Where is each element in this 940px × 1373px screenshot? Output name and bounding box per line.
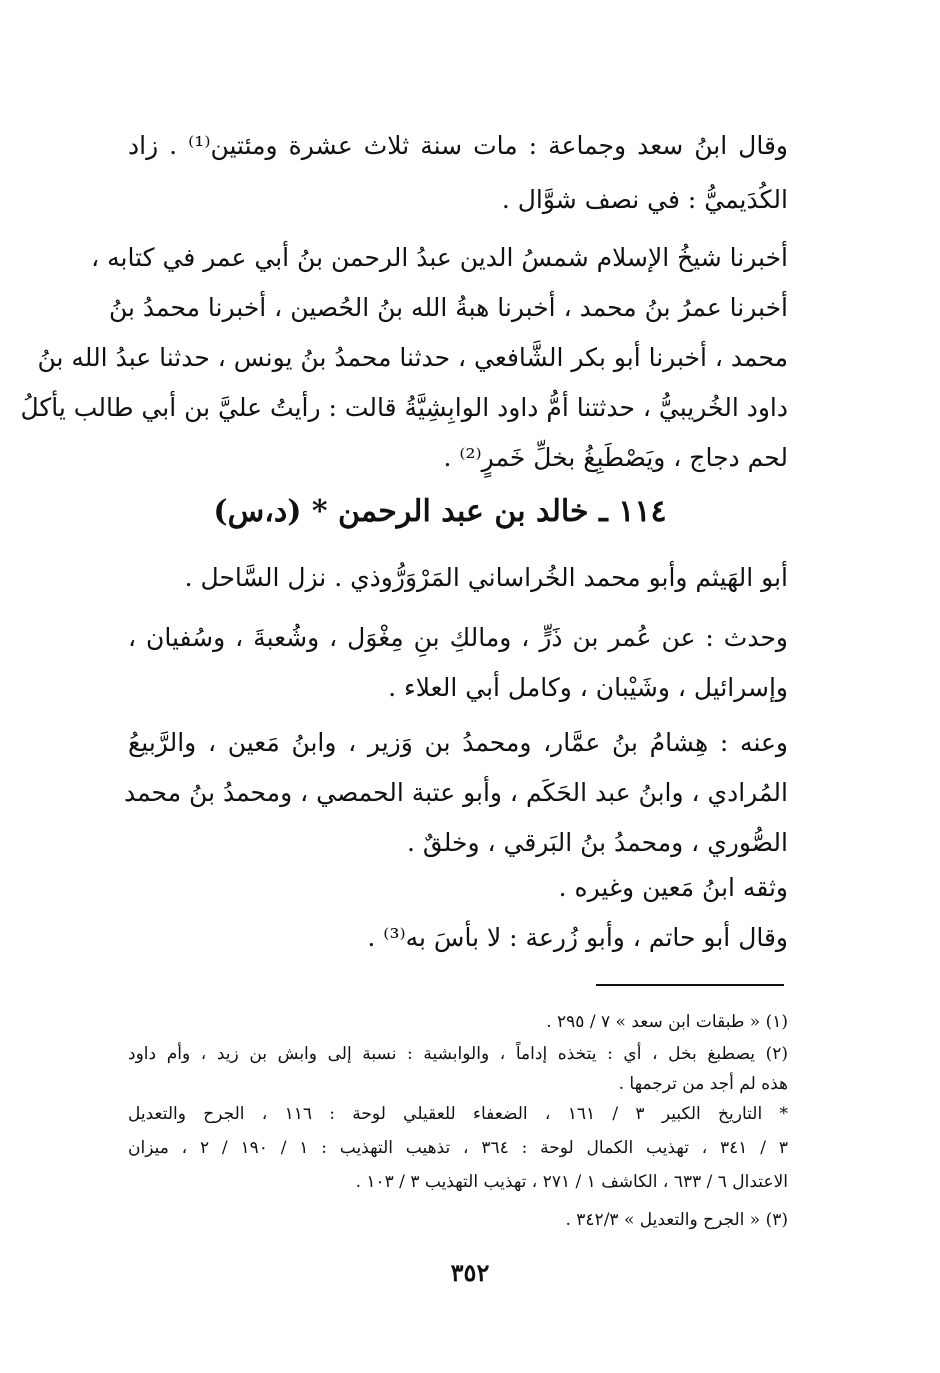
tawthiq-line: وثقه ابنُ مَعين وغيره . bbox=[558, 873, 788, 902]
footnote-star-line-2: ٣ / ٣٤١ ، تهذيب الكمال لوحة : ٣٦٤ ، تذهيب التهذيب : ١ / ١٩٠ / ٢ ، ميزان bbox=[128, 1138, 788, 1158]
paragraph-ibn-saad-line-1: وقال ابنُ سعد وجماعة : مات سنة ثلاث عشرة ومئتين⁽¹⁾ . زاد bbox=[128, 131, 788, 160]
footnote-2-line-2: هذه لم أجد من ترجمها . bbox=[618, 1074, 788, 1094]
isnad-line-5: لحم دجاج ، ويَصْطَبِغُ بخلِّ خَمرٍ⁽²⁾ . bbox=[443, 443, 788, 472]
footnote-3: (٣) « الجرح والتعديل » ٣٤٢/٣ . bbox=[565, 1210, 788, 1230]
footnote-2-line-1: (٢) يصطبغ بخل ، أي : يتخذه إداماً ، والوابشية : نسبة إلى وابش بن زيد ، وأم داود bbox=[128, 1044, 788, 1064]
isnad-line-4: داود الخُريبيُّ ، حدثتنا أمُّ داود الوابِشِيَّةُ قالت : رأيتُ عليَّ بن أبي طالب يأكلُ bbox=[20, 393, 788, 422]
abu-hatim-line: وقال أبو حاتم ، وأبو زُرعة : لا بأسَ به⁽³⁾ . bbox=[367, 923, 788, 952]
isnad-line-3: محمد ، أخبرنا أبو بكر الشَّافعي ، حدثنا محمدُ بنُ يونس ، حدثنا عبدُ الله بنُ bbox=[37, 343, 788, 372]
isnad-line-1: أخبرنا شيخُ الإسلام شمسُ الدين عبدُ الرحمن بنُ أبي عمر في كتابه ، bbox=[91, 243, 788, 272]
narrated-from-line-1: وحدث : عن عُمر بن ذَرٍّ ، ومالكِ بنِ مِغْوَل ، وشُعبةَ ، وسُفيان ، bbox=[128, 623, 788, 652]
page-number: ٣٥٢ bbox=[450, 1258, 490, 1287]
narrated-from-line-2: وإسرائيل ، وشَيْبان ، وكامل أبي العلاء . bbox=[388, 673, 788, 702]
isnad-line-2: أخبرنا عمرُ بنُ محمد ، أخبرنا هبةُ الله بنُ الحُصين ، أخبرنا محمدُ بنُ bbox=[108, 293, 788, 322]
entry-heading: ١١٤ ـ خالد بن عبد الرحمن * (د،س) bbox=[213, 494, 667, 529]
narrators-from-him-line-2: المُرادي ، وابنُ عبد الحَكَم ، وأبو عتبة الحمصي ، ومحمدُ بنُ محمد bbox=[123, 778, 788, 807]
narrators-from-him-line-3: الصُّوري ، ومحمدُ بنُ البَرقي ، وخلقٌ . bbox=[406, 828, 788, 857]
kunya-line: أبو الهَيثم وأبو محمد الخُراساني المَرْوَرُّوذي . نزل السَّاحل . bbox=[184, 563, 788, 592]
paragraph-ibn-saad-line-2: الكُدَيميُّ : في نصف شوَّال . bbox=[501, 185, 788, 214]
narrators-from-him-line-1: وعنه : هِشامُ بنُ عمَّار، ومحمدُ بن وَزير ، وابنُ مَعين ، والرَّبيعُ bbox=[128, 728, 788, 757]
footnote-star-line-3: الاعتدال ٦ / ٦٣٣ ، الكاشف ١ / ٢٧١ ، تهذيب التهذيب ٣ / ١٠٣ . bbox=[355, 1172, 788, 1192]
footnote-1: (١) « طبقات ابن سعد » ٧ / ٢٩٥ . bbox=[546, 1012, 788, 1032]
footnote-star-line-1: * التاريخ الكبير ٣ / ١٦١ ، الضعفاء للعقيلي لوحة : ١١٦ ، الجرح والتعديل bbox=[128, 1104, 788, 1124]
footnote-separator bbox=[596, 984, 784, 986]
